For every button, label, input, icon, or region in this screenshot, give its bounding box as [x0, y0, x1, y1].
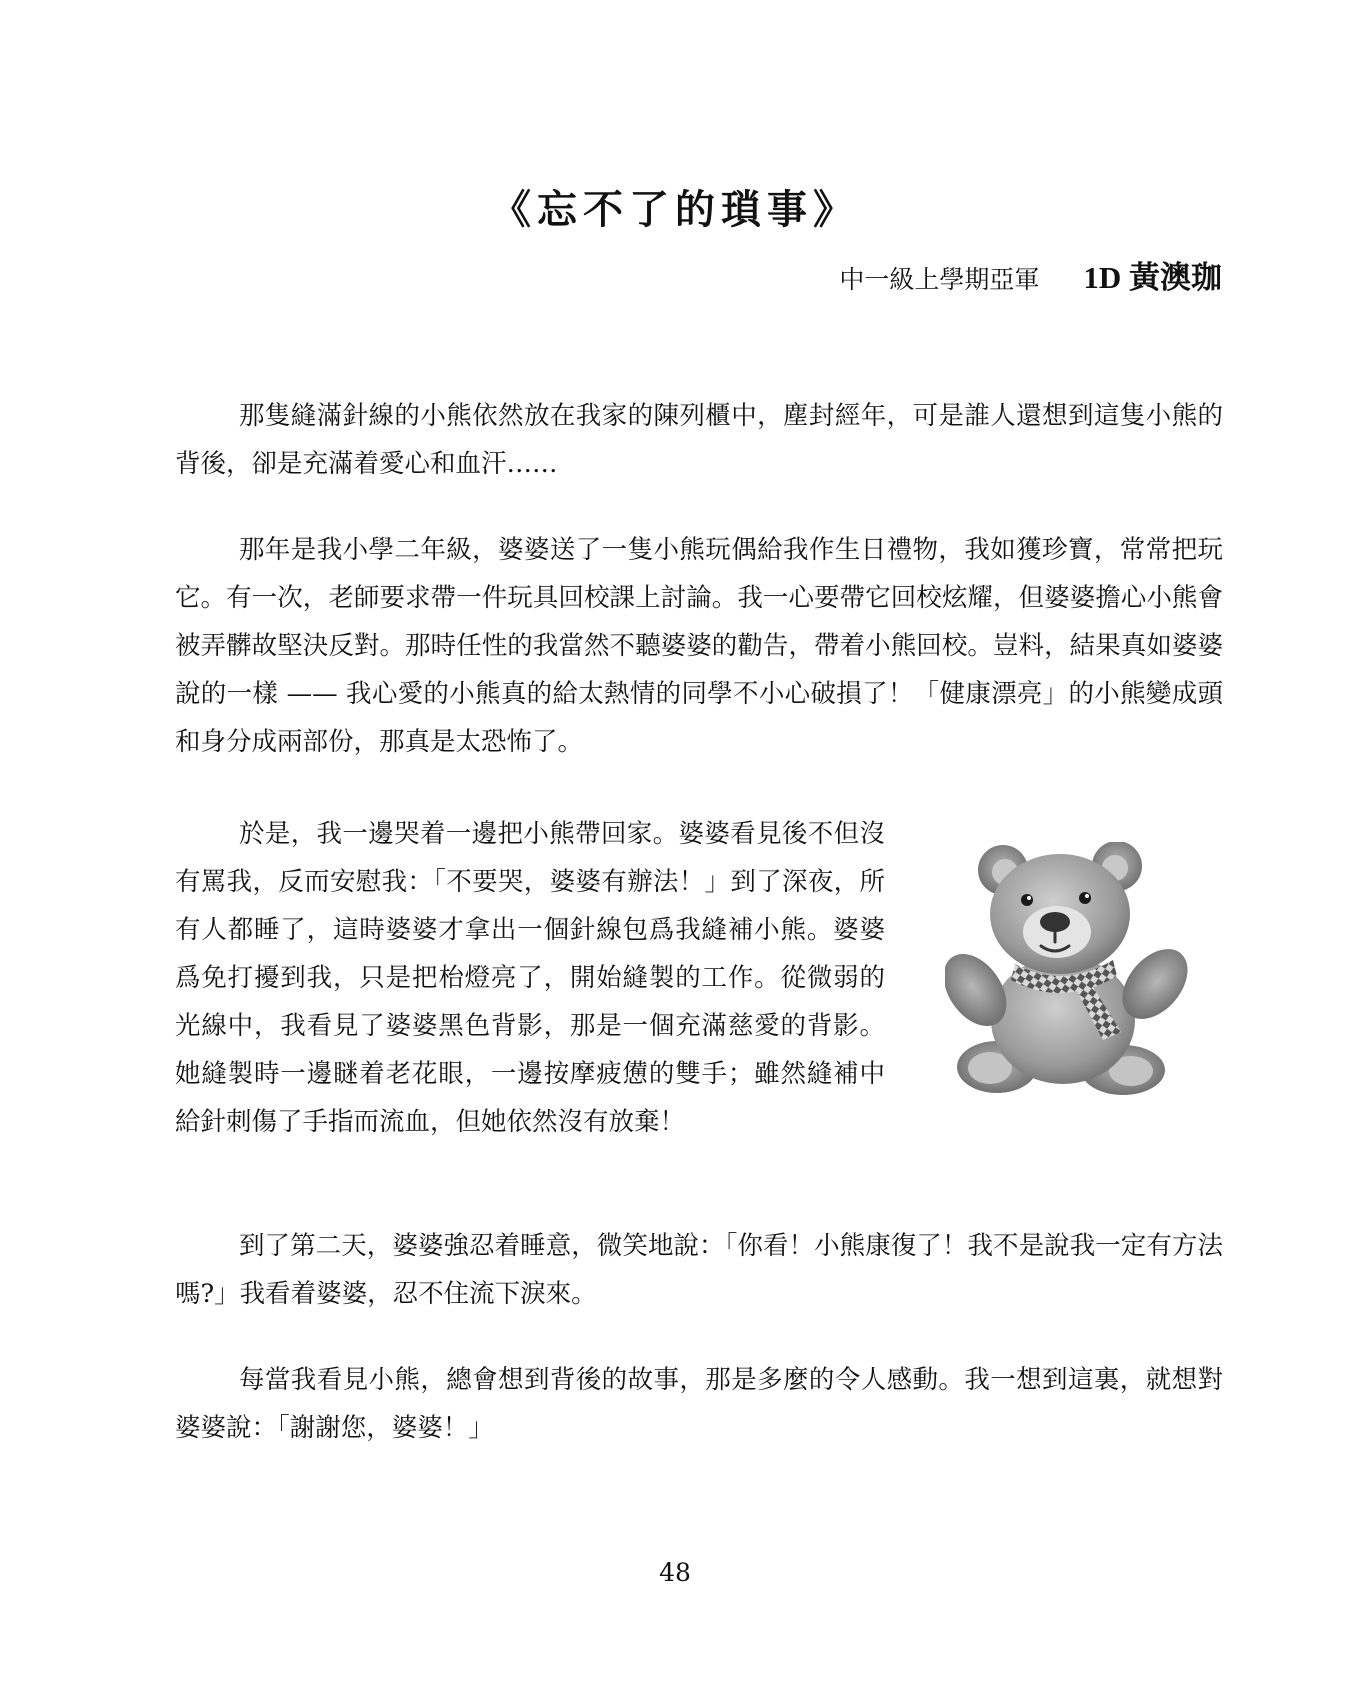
page-number: 48	[659, 1558, 691, 1587]
author-name: 1D 黃澳珈	[1083, 260, 1222, 295]
teddy-bear-image	[945, 842, 1190, 1097]
byline	[839, 252, 1222, 297]
award-label: 中一級上學期亞軍	[839, 265, 1040, 294]
paragraph-5: 每當我看見小熊，總會想到背後的故事，那是多麼的令人感動。我一想到這裏，就想對婆婆說：「謝謝您，婆婆！」	[175, 1365, 1223, 1443]
paragraph-4: 到了第二天，婆婆強忍着睡意，微笑地說：「你看！小熊康復了！我不是說我一定有方法嗎?」我看着婆婆，忍不住流下淚來。	[175, 1231, 1223, 1309]
paragraph-1: 那隻縫滿針線的小熊依然放在我家的陳列櫃中，塵封經年，可是誰人還想到這隻小熊的背後，卻是充滿着愛心和血汗……	[175, 401, 1223, 479]
article-title: 《忘不了的瑣事》	[491, 187, 859, 233]
paragraph-2: 那年是我小學二年級，婆婆送了一隻小熊玩偶給我作生日禮物，我如獲珍寶，常常把玩它。有一次，老師要求帶一件玩具回校課上討論。我一心要帶它回校炫耀，但婆婆擔心小熊會被弄髒故堅決反對。那時任性的我當然不聽婆婆的勸告，帶着小熊回校。豈料，結果真如婆婆說的一樣 —— 我心愛的小熊真的給太熱情的同學不小心破損了！「健康漂亮」的小熊變成頭和身分成兩部份，那真是太恐怖了。	[175, 535, 1223, 757]
paragraph-3: 於是，我一邊哭着一邊把小熊帶回家。婆婆看見後不但沒有罵我，反而安慰我：「不要哭，婆婆有辦法！」到了深夜，所有人都睡了，這時婆婆才拿出一個針線包爲我縫補小熊。婆婆爲免打擾到我，只是把枱燈亮了，開始縫製的工作。從微弱的光線中，我看見了婆婆黑色背影，那是一個充滿慈愛的背影。她縫製時一邊瞇着老花眼，一邊按摩疲憊的雙手；雖然縫補中給針刺傷了手指而流血，但她依然沒有放棄！	[175, 819, 885, 1137]
